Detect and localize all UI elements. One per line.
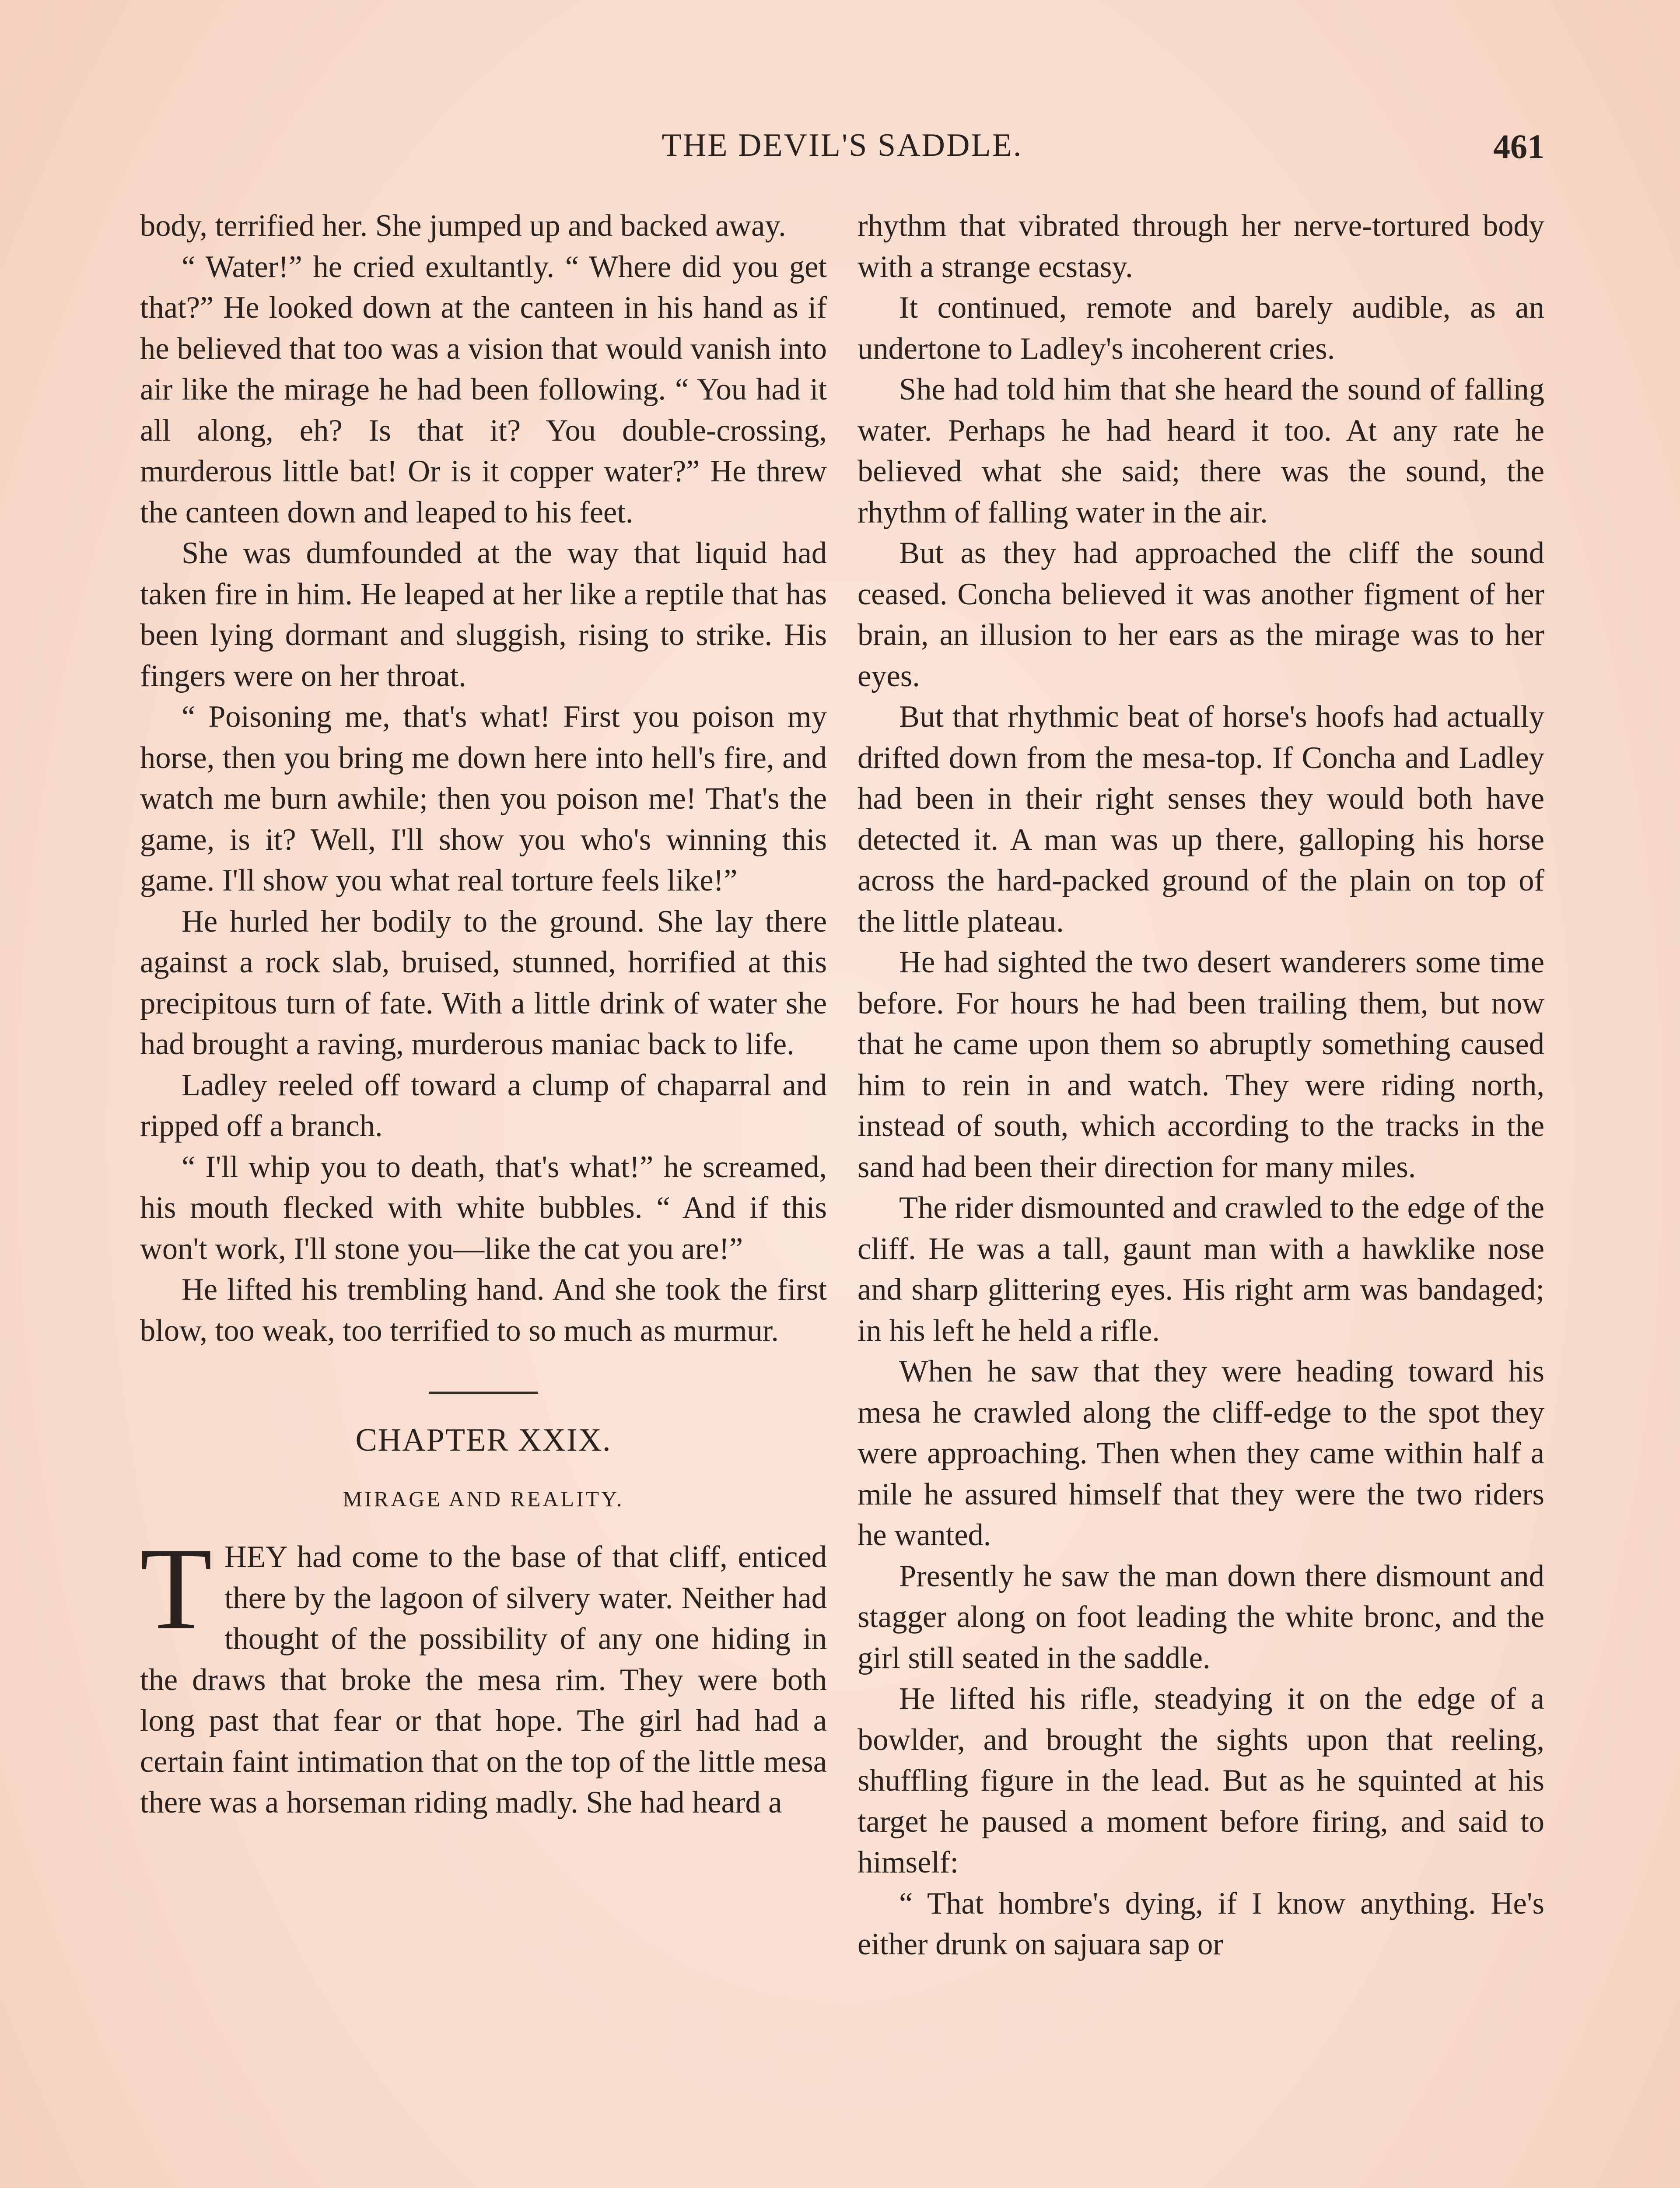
paragraph: But as they had approached the cliff the sound ceased. Concha believed it was another figment of her brain, an illusion to her ears as the mirage was to her eyes.: [858, 536, 1544, 693]
section-divider: [429, 1392, 538, 1394]
paragraph: It continued, remote and barely audible, as an undertone to Ladley's incoherent cries.: [858, 291, 1544, 366]
opening-paragraph: [140, 1523, 827, 1823]
paragraph: rhythm that vibrated through her nerve-tortured body with a strange ecstasy.: [858, 209, 1544, 284]
paragraph: She was dumfounded at the way that liquid had taken fire in him. He leaped at her like a reptile that has been lying dormant and sluggish, rising to strike. His fingers were on her throat.: [140, 536, 827, 693]
running-head: [140, 127, 1544, 179]
paragraph: He lifted his trembling hand. And she took the first blow, too weak, too terrified to so much as murmur.: [140, 1273, 827, 1348]
paragraph: He had sighted the two desert wanderers some time before. For hours he had been trailing them, but now that he came upon them so abruptly something caused him to rein in and watch. They were riding north, instead of south, which according to the tracks in the sand had been their direction for many miles.: [858, 945, 1544, 1184]
paragraph: She had told him that she heard the sound of falling water. Perhaps he had heard it too. At any rate he believed what she said; there was the sound, the rhythm of falling water in the air.: [858, 372, 1544, 529]
left-column: [140, 206, 827, 1823]
right-column: [858, 206, 1544, 1965]
paragraph: But that rhythmic beat of horse's hoofs had actually drifted down from the mesa-top. If Concha and Ladley had been in their right senses they would both have detected it. A man was up there, galloping his horse across the hard-packed ground of the plain on top of the little plateau.: [858, 700, 1544, 939]
paragraph: “ Poisoning me, that's what! First you poison my horse, then you bring me down here into hell's fire, and watch me burn awhile; then you poison me! That's the game, is it? Well, I'll show you who's winning this game. I'll show you what real torture feels like!”: [140, 700, 827, 898]
paragraph: When he saw that they were heading toward his mesa he crawled along the cliff-edge to the spot they were approaching. Then when they came within half a mile he assured himself that they were the two riders he wanted.: [858, 1354, 1544, 1552]
paragraph: “ Water!” he cried exultantly. “ Where did you get that?” He looked down at the canteen in his hand as if he believed that too was a vision that would vanish into air like the mirage he had been following. “ You had it all along, eh? Is that it? You double-crossing, murderous little bat! Or is it copper water?” He threw the canteen down and leaped to his feet.: [140, 249, 827, 529]
chapter-subtitle: MIRAGE AND REALITY.: [343, 1486, 624, 1511]
running-title: THE DEVIL'S SADDLE.: [662, 127, 1023, 163]
paragraph: Presently he saw the man down there dismount and stagger along on foot leading the white bronc, and the girl still seated in the saddle.: [858, 1559, 1544, 1675]
paragraph: “ That hombre's dying, if I know anything. He's either drunk on sajuara sap or: [858, 1886, 1544, 1961]
paragraph: He lifted his rifle, steadying it on the edge of a bowlder, and brought the sights upon that reeling, shuffling figure in the lead. But as he squinted at his target he paused a moment before firing, and said to himself:: [858, 1682, 1544, 1879]
paragraph: Ladley reeled off toward a clump of chaparral and ripped off a branch.: [140, 1068, 827, 1143]
paragraph: The rider dismounted and crawled to the edge of the cliff. He was a tall, gaunt man with a hawklike nose and sharp glittering eyes. His right arm was bandaged; in his left he held a rifle.: [858, 1191, 1544, 1348]
paragraph: body, terrified her. She jumped up and backed away.: [140, 209, 786, 243]
page-number: 461: [1493, 127, 1544, 165]
opening-paragraph-text: HEY had come to the base of that cliff, enticed there by the lagoon of silvery water. Neither had thought of the possibility of any one hiding in the draws that broke the mesa rim. They were both long past that fear or that hope. The girl had had a certain faint intimation that on the top of the little mesa there was a horseman riding madly. She had heard a: [140, 1540, 827, 1820]
paragraph: “ I'll whip you to death, that's what!” he screamed, his mouth flecked with white bubbles. “ And if this won't work, I'll stone you—like the cat you are!”: [140, 1150, 827, 1266]
drop-cap: T: [140, 1523, 212, 1654]
chapter-heading: CHAPTER XXIX.: [355, 1422, 612, 1458]
paragraph: He hurled her bodily to the ground. She lay there against a rock slab, bruised, stunned, horrified at this precipitous turn of fate. With a little drink of water she had brought a raving, murderous maniac back to life.: [140, 904, 827, 1061]
